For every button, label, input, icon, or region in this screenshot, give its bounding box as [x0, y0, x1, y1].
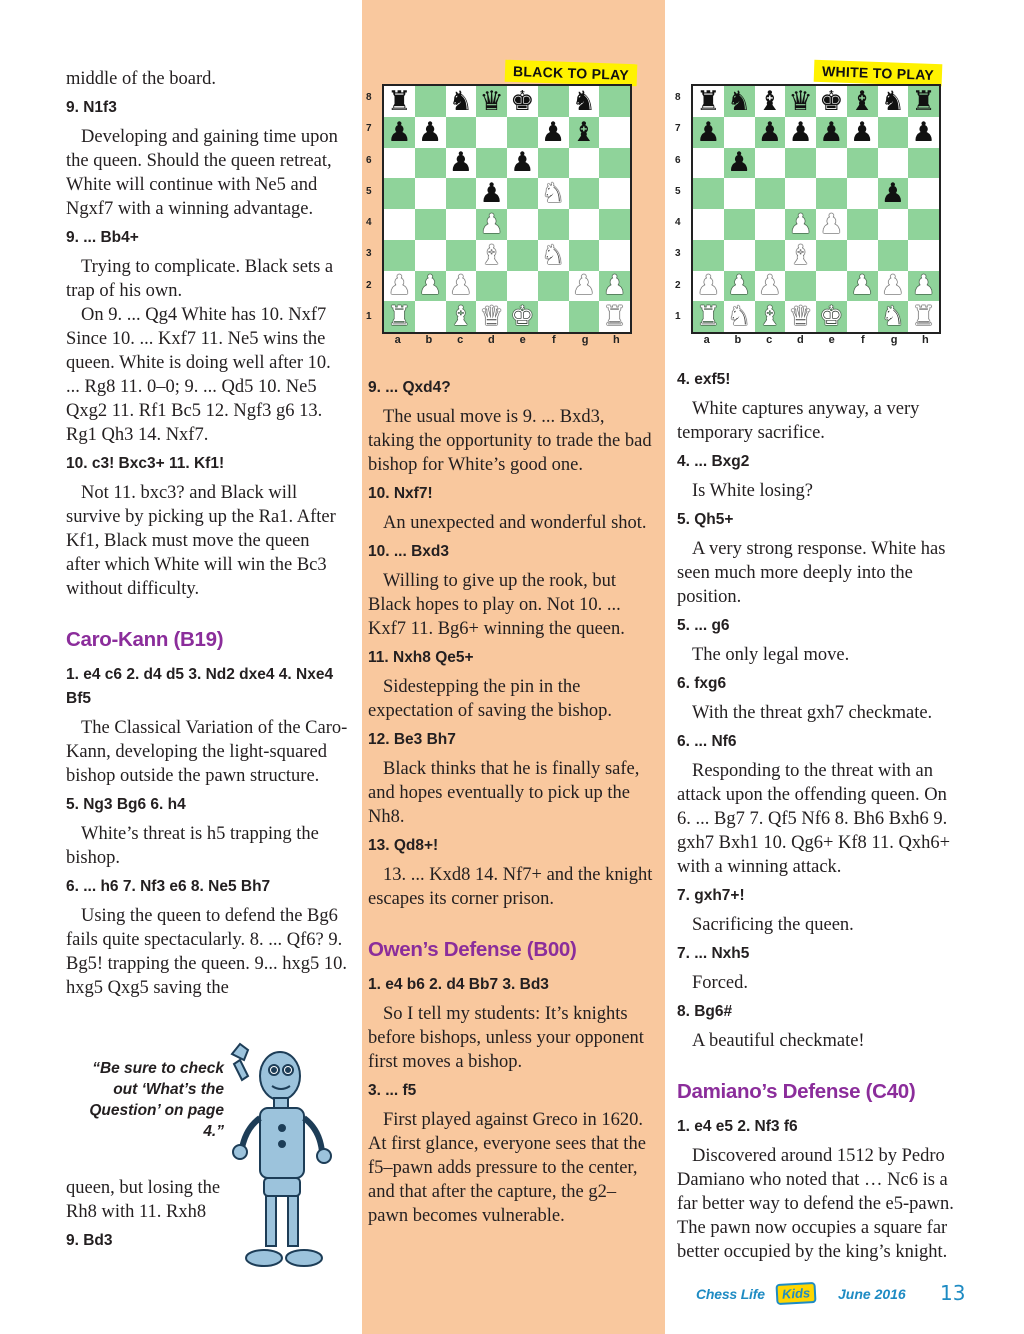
- magazine-name: Chess Life: [696, 1286, 765, 1302]
- black-pawn-icon: ♟: [847, 117, 878, 148]
- move-text: 3. ... f5: [368, 1082, 417, 1099]
- section-heading: Owen’s Defense (B00): [368, 938, 577, 961]
- section-heading: Caro-Kann (B19): [66, 628, 224, 651]
- file-label: c: [457, 334, 464, 346]
- black-king-icon: ♚: [816, 86, 847, 117]
- move-text: 5. Ng3 Bg6 6. h4: [66, 796, 186, 813]
- paragraph: Using the queen to defend the Bg6 fails quite spectacularly. 8. ... Qf6? 9. Bg5! trapping the queen. 9... hxg5 10. hxg5 Qxg5 saving the: [66, 906, 348, 998]
- rank-labels: [366, 84, 378, 334]
- board-square: [507, 178, 538, 209]
- board-square: [569, 178, 600, 209]
- board-square: [816, 148, 847, 179]
- board-square: [693, 240, 724, 271]
- file-label: a: [394, 334, 401, 346]
- black-bishop-icon: ♝: [847, 86, 878, 117]
- white-to-play-banner: WHITE TO PLAY: [814, 60, 943, 86]
- move-text: 7. ... Nxh5: [677, 945, 750, 962]
- rank-label: 5: [675, 185, 681, 197]
- board-square: [908, 240, 939, 271]
- move-text: 9. ... Qxd4?: [368, 379, 451, 396]
- file-label: d: [797, 334, 804, 346]
- board-square: [415, 178, 446, 209]
- move-text: 6. ... h6 7. Nf3 e6 8. Ne5 Bh7: [66, 878, 271, 895]
- paragraph: queen, but losing the Rh8 with 11. Rxh8: [66, 1178, 221, 1222]
- board-square: [599, 178, 630, 209]
- rank-label: 7: [675, 123, 681, 135]
- board-square: [724, 178, 755, 209]
- board-square: [816, 271, 847, 302]
- board-square: [507, 209, 538, 240]
- file-label: h: [613, 334, 620, 346]
- paragraph: The usual move is 9. ... Bxd3, taking the opportunity to trade the bad bishop for White’s good one.: [368, 407, 652, 475]
- rank-label: 2: [675, 279, 681, 291]
- black-knight-icon: ♞: [569, 86, 600, 117]
- board-square: [599, 209, 630, 240]
- board-square: [908, 148, 939, 179]
- board-square: [599, 117, 630, 148]
- board-square: [878, 209, 909, 240]
- white-rook-icon: ♜: [693, 301, 724, 332]
- board-square: [507, 240, 538, 271]
- file-labels: [382, 334, 632, 348]
- black-rook-icon: ♜: [384, 86, 415, 117]
- rank-label: 4: [366, 217, 372, 228]
- move-text: 8. Bg6#: [677, 1003, 733, 1020]
- file-label: g: [581, 334, 589, 346]
- board-square: [755, 240, 786, 271]
- black-pawn-icon: ♟: [816, 117, 847, 148]
- board-square: [847, 178, 878, 209]
- black-pawn-icon: ♟: [785, 117, 816, 148]
- move-text: 4. exf5!: [677, 371, 731, 388]
- white-pawn-icon: ♟: [724, 271, 755, 302]
- move-text: 9. N1f3: [66, 99, 117, 116]
- white-knight-icon: ♞: [538, 178, 569, 209]
- white-bishop-icon: ♝: [446, 301, 477, 332]
- page-footer: [696, 1283, 966, 1307]
- white-pawn-icon: ♟: [599, 271, 630, 302]
- paragraph: Willing to give up the rook, but Black hopes to play on. Not 10. ... Kxf7 11. Bg6+ winning the queen.: [368, 571, 625, 639]
- move-text: 6. ... Nf6: [677, 733, 737, 750]
- white-bishop-icon: ♝: [476, 240, 507, 271]
- pull-quote: “Be sure to check out ‘What’s the Question’ on page 4.”: [89, 1060, 224, 1140]
- rank-label: 5: [366, 185, 372, 197]
- white-pawn-icon: ♟: [785, 209, 816, 240]
- board-square: [569, 301, 600, 332]
- rank-labels: [675, 84, 687, 334]
- board-square: [785, 148, 816, 179]
- black-knight-icon: ♞: [724, 86, 755, 117]
- paragraph: The Classical Variation of the Caro-Kann, developing the light-squared bishop outside the pawn structure.: [66, 718, 348, 786]
- move-text: 10. c3! Bxc3+ 11. Kf1!: [66, 455, 225, 472]
- white-pawn-icon: ♟: [755, 271, 786, 302]
- board-square: [569, 240, 600, 271]
- move-text: 9. ... Bb4+: [66, 229, 139, 246]
- board-square: [415, 301, 446, 332]
- chess-board: [691, 84, 941, 334]
- board-square: [755, 178, 786, 209]
- paragraph: Developing and gaining time upon the queen. Should the queen retreat, White will continue with Ne5 and Ngxf7 with a winning advantage.: [66, 127, 338, 219]
- paragraph: On 9. ... Qg4 White has 10. Nxf7 Since 10. ... Kxf7 11. Ne5 wins the queen. White is doing well after 10. ... Rg8 11. 0–0; 9. ... Qd5 10. Ne5 Qxg2 11. Rf1 Bc5 12. Ngf3 g6 13. Rg1 Qh3 14. Nxf7.: [66, 305, 331, 445]
- rank-label: 2: [366, 279, 372, 291]
- move-text: 1. e4 e5 2. Nf3 f6: [677, 1118, 798, 1135]
- board-square: [538, 209, 569, 240]
- file-label: d: [488, 334, 495, 346]
- black-pawn-icon: ♟: [507, 148, 538, 179]
- paragraph: Is White losing?: [692, 481, 813, 501]
- black-queen-icon: ♛: [785, 86, 816, 117]
- board-square: [724, 117, 755, 148]
- white-pawn-icon: ♟: [908, 271, 939, 302]
- board-square: [415, 148, 446, 179]
- move-text: 10. ... Bxd3: [368, 543, 449, 560]
- rank-label: 7: [366, 123, 372, 135]
- white-pawn-icon: ♟: [816, 209, 847, 240]
- black-king-icon: ♚: [507, 86, 538, 117]
- board-square: [599, 148, 630, 179]
- black-pawn-icon: ♟: [878, 178, 909, 209]
- board-square: [446, 240, 477, 271]
- black-pawn-icon: ♟: [446, 148, 477, 179]
- white-pawn-icon: ♟: [878, 271, 909, 302]
- board-square: [476, 117, 507, 148]
- chess-board: [382, 84, 632, 334]
- move-text: 5. Qh5+: [677, 511, 734, 528]
- black-pawn-icon: ♟: [384, 117, 415, 148]
- paragraph: Forced.: [692, 973, 748, 993]
- white-king-icon: ♚: [816, 301, 847, 332]
- rank-label: 6: [675, 154, 681, 166]
- board-square: [847, 209, 878, 240]
- move-text: 9. Bd3: [66, 1232, 113, 1249]
- rank-label: 3: [675, 248, 681, 260]
- white-rook-icon: ♜: [908, 301, 939, 332]
- rank-label: 1: [366, 310, 372, 322]
- board-square: [693, 209, 724, 240]
- paragraph: So I tell my students: It’s knights before bishops, unless your opponent first moves a bishop.: [368, 1004, 644, 1072]
- white-bishop-icon: ♝: [755, 301, 786, 332]
- rank-label: 3: [366, 248, 372, 260]
- paragraph: The only legal move.: [692, 645, 850, 665]
- move-text: 5. ... g6: [677, 617, 730, 634]
- board-square: [384, 148, 415, 179]
- move-text: 6. fxg6: [677, 675, 727, 692]
- paragraph: Sidestepping the pin in the expectation of saving the bishop.: [368, 677, 613, 721]
- page-number: 13: [940, 1281, 966, 1305]
- board-square: [538, 86, 569, 117]
- white-pawn-icon: ♟: [569, 271, 600, 302]
- kids-logo-badge: Kids: [775, 1282, 816, 1305]
- board-square: [878, 117, 909, 148]
- white-pawn-icon: ♟: [415, 271, 446, 302]
- black-pawn-icon: ♟: [538, 117, 569, 148]
- file-label: c: [766, 334, 773, 346]
- board-square: [538, 271, 569, 302]
- board-square: [446, 178, 477, 209]
- move-text: 1. e4 c6 2. d4 d5 3. Nd2 dxe4 4. Nxe4 Bf5: [66, 666, 334, 707]
- file-label: b: [734, 334, 742, 346]
- column-left-continued: [66, 1176, 226, 1253]
- section-heading: Damiano’s Defense (C40): [677, 1080, 916, 1103]
- board-square: [569, 148, 600, 179]
- board-square: [785, 271, 816, 302]
- board-square: [538, 148, 569, 179]
- move-text: 13. Qd8+!: [368, 837, 439, 854]
- board-square: [755, 209, 786, 240]
- paragraph: Sacrificing the queen.: [692, 915, 854, 935]
- black-knight-icon: ♞: [446, 86, 477, 117]
- move-text: 4. ... Bxg2: [677, 453, 750, 470]
- board-square: [446, 209, 477, 240]
- board-square: [507, 117, 538, 148]
- board-square: [415, 209, 446, 240]
- white-rook-icon: ♜: [599, 301, 630, 332]
- file-label: e: [828, 334, 835, 346]
- black-queen-icon: ♛: [476, 86, 507, 117]
- rank-label: 8: [675, 92, 681, 103]
- rank-label: 4: [675, 217, 681, 228]
- board-square: [693, 148, 724, 179]
- issue-date: June 2016: [838, 1286, 906, 1302]
- paragraph: Trying to complicate. Black sets a trap of his own.: [66, 257, 334, 301]
- black-rook-icon: ♜: [693, 86, 724, 117]
- paragraph: Responding to the threat with an attack upon the offending queen. On 6. ... Bg7 7. Qf5 Nf6 8. Bh6 Bxh6 9. gxh7 Bxh1 10. Qg6+ Kf8 11. Qxh6+ with a winning attack.: [677, 761, 951, 877]
- board-square: [599, 86, 630, 117]
- file-label: f: [552, 334, 556, 346]
- board-square: [847, 301, 878, 332]
- move-text: 11. Nxh8 Qe5+: [368, 649, 474, 666]
- chess-diagram-1: [366, 84, 636, 348]
- board-square: [755, 148, 786, 179]
- black-pawn-icon: ♟: [724, 148, 755, 179]
- board-square: [415, 240, 446, 271]
- board-square: [908, 178, 939, 209]
- board-square: [785, 178, 816, 209]
- white-pawn-icon: ♟: [693, 271, 724, 302]
- board-square: [476, 148, 507, 179]
- paragraph: middle of the board.: [66, 69, 217, 89]
- white-knight-icon: ♞: [538, 240, 569, 271]
- file-label: e: [519, 334, 526, 346]
- board-square: [878, 148, 909, 179]
- paragraph: A beautiful checkmate!: [692, 1031, 865, 1051]
- rank-label: 8: [366, 92, 372, 103]
- file-label: a: [703, 334, 710, 346]
- board-square: [693, 178, 724, 209]
- paragraph: An unexpected and wonderful shot.: [383, 513, 647, 533]
- white-knight-icon: ♞: [878, 301, 909, 332]
- file-label: h: [922, 334, 929, 346]
- board-square: [816, 178, 847, 209]
- board-square: [384, 178, 415, 209]
- file-label: g: [890, 334, 898, 346]
- white-king-icon: ♚: [507, 301, 538, 332]
- white-queen-icon: ♛: [785, 301, 816, 332]
- white-knight-icon: ♞: [724, 301, 755, 332]
- paragraph: 13. ... Kxd8 14. Nf7+ and the knight escapes its corner prison.: [368, 865, 653, 909]
- paragraph: With the threat gxh7 checkmate.: [692, 703, 933, 723]
- black-pawn-icon: ♟: [755, 117, 786, 148]
- paragraph: White captures anyway, a very temporary sacrifice.: [677, 399, 920, 443]
- file-label: b: [425, 334, 433, 346]
- board-square: [384, 240, 415, 271]
- rank-label: 1: [675, 310, 681, 322]
- board-square: [538, 301, 569, 332]
- move-text: 10. Nxf7!: [368, 485, 433, 502]
- board-square: [476, 271, 507, 302]
- board-square: [415, 86, 446, 117]
- board-square: [908, 209, 939, 240]
- board-square: [847, 240, 878, 271]
- file-label: f: [861, 334, 865, 346]
- file-labels: [691, 334, 941, 348]
- black-knight-icon: ♞: [878, 86, 909, 117]
- move-text: 12. Be3 Bh7: [368, 731, 456, 748]
- black-pawn-icon: ♟: [693, 117, 724, 148]
- white-pawn-icon: ♟: [476, 209, 507, 240]
- white-rook-icon: ♜: [384, 301, 415, 332]
- black-bishop-icon: ♝: [755, 86, 786, 117]
- paragraph: First played against Greco in 1620. At first glance, everyone sees that the f5–pawn adds pressure to the center, and that after the capture, the g2–pawn becomes vulnerable.: [368, 1110, 646, 1226]
- robot-mascot-illustration: [226, 1036, 358, 1280]
- paragraph: Not 11. bxc3? and Black will survive by picking up the Ra1. After Kf1, Black must move the queen after which White will win the Bc3 without difficulty.: [66, 483, 336, 599]
- board-square: [599, 240, 630, 271]
- black-pawn-icon: ♟: [908, 117, 939, 148]
- black-pawn-icon: ♟: [415, 117, 446, 148]
- paragraph: A very strong response. White has seen much more deeply into the position.: [677, 539, 946, 607]
- white-pawn-icon: ♟: [847, 271, 878, 302]
- board-square: [847, 148, 878, 179]
- board-square: [724, 209, 755, 240]
- white-queen-icon: ♛: [476, 301, 507, 332]
- board-square: [878, 240, 909, 271]
- chess-diagram-2: [675, 84, 945, 348]
- rank-label: 6: [366, 154, 372, 166]
- white-bishop-icon: ♝: [785, 240, 816, 271]
- board-square: [446, 117, 477, 148]
- board-square: [507, 271, 538, 302]
- paragraph: Discovered around 1512 by Pedro Damiano who noted that … Nc6 is a far better way to defend the e5-pawn. The pawn now occupies a square far better occupied by the king’s knight.: [677, 1146, 954, 1262]
- board-square: [816, 240, 847, 271]
- black-bishop-icon: ♝: [569, 117, 600, 148]
- board-square: [724, 240, 755, 271]
- move-text: 7. gxh7+!: [677, 887, 745, 904]
- black-to-play-banner: BLACK TO PLAY: [505, 60, 638, 87]
- white-pawn-icon: ♟: [384, 271, 415, 302]
- white-pawn-icon: ♟: [446, 271, 477, 302]
- paragraph: Black thinks that he is finally safe, and hopes eventually to pick up the Nh8.: [368, 759, 640, 827]
- board-square: [384, 209, 415, 240]
- black-rook-icon: ♜: [908, 86, 939, 117]
- paragraph: White’s threat is h5 trapping the bishop.: [66, 824, 319, 868]
- move-text: 1. e4 b6 2. d4 Bb7 3. Bd3: [368, 976, 549, 993]
- black-pawn-icon: ♟: [476, 178, 507, 209]
- board-square: [569, 209, 600, 240]
